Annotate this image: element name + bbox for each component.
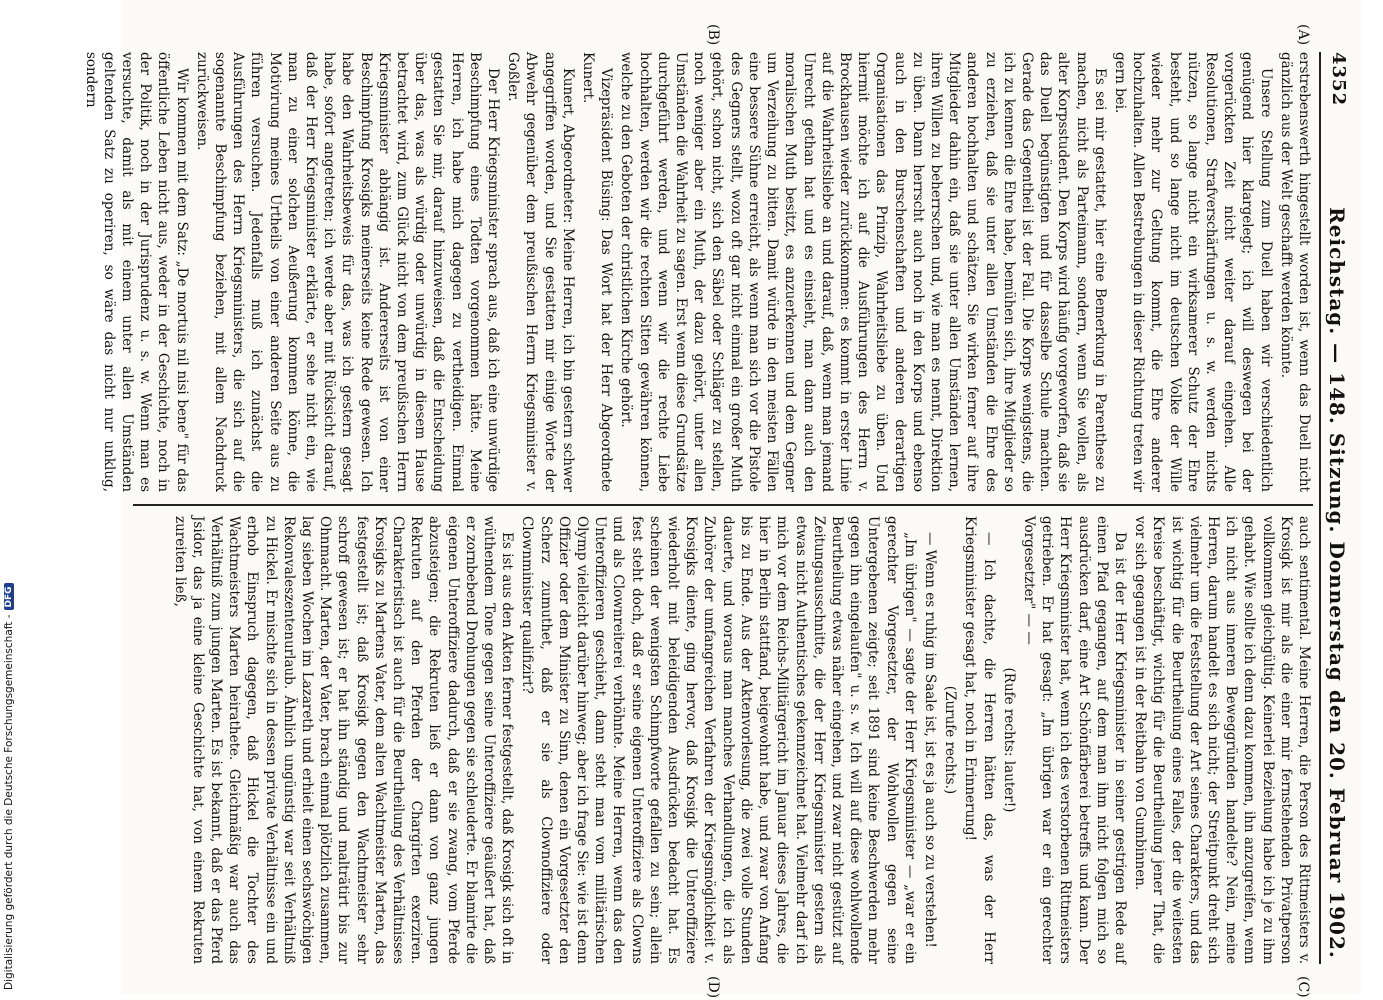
interjection: (Zurufe rechts.) xyxy=(942,685,959,795)
page-header xyxy=(1325,52,1351,964)
paragraph: — Wenn es ruhig im Saale ist, ist es ja auch so zu verstehen! xyxy=(921,532,938,948)
paragraph: — Ich dachte, die Herren hätten das, was der Herr Kriegsminister gesagt hat, noch in Erinnerung! xyxy=(962,516,997,964)
paragraph: Unsere Stellung zum Duell haben wir verschiedentlich genügend hier klargelegt; ich will deswegen bei der vorgerückten Zeit nicht weiter darauf eingehen. Alle Resolutionen, Strafverschärfungen u. s. w. werden nichts nützen, so lange nicht ein wirksamerer Schutz der Ehre besteht, und so lange nicht im deutschen Volke der Wille wieder mehr zur Geltung kommt, die Ehre anderer hochzuhalten. Allen Bestrebungen in dieser Richtung treten wir gern bei. xyxy=(1111,52,1274,492)
paragraph: Da ist der Herr Kriegsminister in seiner gestrigen Rede auf einen Pfad gegangen, auf dem man ihm nicht folgen mich so ausdrücken darf, eine Art Schönfärberei betreffs und kann. Der Herr Kriegsminister hat, wenn ich des verstorbenen Rittmeisters getrieben. Er hat gesagt: „Im übrigen war er ein gerechter Vorgesetzter" — — xyxy=(1020,516,1128,964)
margin-marker-c: (C) xyxy=(1295,976,1311,998)
left-column xyxy=(82,52,1313,492)
right-column xyxy=(131,516,1313,964)
paragraph: erstrebenswerth hingestellt worden ist, wenn das Duell nicht gänzlich aus der Welt geschafft werden könnte. xyxy=(1277,52,1312,492)
column-divider xyxy=(133,504,1313,506)
running-head: Reichstag. — 148. Sitzung. Donnerstag den 20. Februar 1902. xyxy=(1325,207,1349,959)
paragraph: Es sei mir gestattet, hier eine Bemerkung in Parenthese zu machen, nicht als Parteimann, sondern, wenn Sie wollen, als alter Korpsstudent. Den Korps wird häufig vorgeworfen, daß sie das Duell begünstigten und für dasselbe Schule machten. Gerade das Gegentheil ist der Fall. Die Korps wenigstens, die ich zu kennen die Ehre habe, bemühen sich, ihre Mitglieder so zu erziehen, daß sie unter allen Umständen die Ehre des anderen hochhalten und schätzen. Sie wirken ferner auf ihre Mitglieder dahin ein, daß sie unter allen Umständen lernen, ihren Willen zu beherrschen und, wie man es nennt, Direktion zu üben. Dann herrscht auch noch in den Korps und ebenso auch in den Burschenschaften und anderen derartigen Organisationen das Prinzip, Wahrheitsliebe zu üben. Und hiermit möchte ich auf die Ausführungen des Herrn v. Brockhausen wieder zurückkommen: es kommt in erster Linie auf die Wahrheitsliebe an und darauf, daß, wenn man jemand Unrecht gethan hat und es einsieht, man dann auch den moralischen Muth besitzt, es anzuerkennen und dem Gegner um Verzeihung zu bitten. Damit würde in den meisten Fällen eine bessere Sühne erreicht, als wenn man sich vor die Pistole des Gegners stellt, wozu oft gar nicht einmal ein großer Muth gehört, schon nicht, sich den Säbel oder Schläger zu stellen, noch weniger aber ein Muth, der dazu gehört, unter allen Umständen die Wahrheit zu sagen. Erst wenn diese Grundsätze durchgeführt werden, und wenn wir die rechte Liebe hochhalten, werden wir die rechten Sitten gewähren können, welche zu den Geboten der christlichen Kirche gehört. xyxy=(618,52,1108,492)
paragraph: Es ist aus den Akten ferner festgestellt, daß Krosigk sich oft in wüthendem Tone gegen seine Unteroffiziere geäußert hat, daß er zornbebend Drohungen gegen sie schleuderte. Er blamirte die eigenen Unteroffiziere dadurch, daß er sie zwang, vom Pferde abzusteigen; die Rekruten ließ er dann von ganz jungen Rekruten auf den Pferden der Chargirten exerziren. Charakteristisch ist auch für die Beurtheilung des Verhältnisses Krosigks zu Martens Vater, dem alten Wachtmeister Marten, das festgestellt ist; daß Krosigk gegen den Wachtmeister sehr schroff gewesen ist; er hat ihn ständig und malträtirt bis zur Ohnmacht. Marten, der Vater, brach einmal plötzlich zusammen, lag sieben Wochen im Lazareth und erhielt einen sechswöchigen Rekonvaleszentenurlaub. Ähnlich ungünstig war seit Verhältniß zu Hickel. Er mischte sich in dessen private Verhältnisse ein und erhob Einspruch dagegen, daß Hickel die Tochter des Wachtmeisters Marten heirathete. Gleichmäßig war auch das Verhältniß zum jungen Marten. Es ist bekannt, daß er das Pferd Jsidor, das ja eine kleine Geschichte hat, von einem Rekruten zureiten ließ, xyxy=(171,516,516,964)
paragraph: Der Herr Kriegsminister sprach aus, daß ich eine unwürdige Beschimpfung eines Todten vorgenommen hätte. Meine Herren, ich habe mich dagegen zu vertheidigen. Einmal gestatten Sie mir, darauf hinzuweisen, daß die Entscheidung über das, was als würdig oder unwürdig in diesem Hause betrachtet wird, zum Glück nicht von dem preußischen Herrn Kriegsminister abhängig ist. Andererseits ist von einer Beschimpfung Krosigks meinerseits keine Rede gewesen. Ich habe den Wahrheitsbeweis für das, was ich gestern gesagt habe, sofort angetreten; ich werde aber mit Rücksicht darauf, daß der Herr Kriegsminister erklärte, er sehe nicht ein, wie man zu einer solchen Aeußerung kommen könne, die Motivirung meines Urtheils von einer anderen Seite aus zu führen versuchen. Jedenfalls muß ich zunächst die Ausführungen des Herrn Kriegsministers, die sich auf die sogenannte Beschimpfung beziehen, mit allem Nachdruck zurückweisen. xyxy=(193,52,502,492)
paragraph: „Im übrigen" — sagte der Herr Kriegsminister — „war er ein gerechter Vorgesetzter, der Wohlwollen gegen seine Untergebenen zeigte; seit 1891 sind keine Beschwerden mehr gegen ihn eingelaufen" u. s. w. Ich will auf diese wohlwollende Beurtheilung etwas näher eingehen, und zwar nicht gestützt auf Zeitungsausschnitte, die der Herr Kriegsminister gestern als etwas nicht Authentisches gekennzeichnet hat. Vielmehr darf ich mich vor dem Reichs-Militärgericht im Januar dieses Jahres, die hier in Berlin stattfand, beigewohnt habe, und zwar von Anfang bis zu Ende. Aus der Aktenvorlesung, die zwei volle Stunden dauerte, und woraus man manches Verhandlungen, die ich als Zuhörer der umfangreichen Verfahren der Kriegsmöglichkeit v. Krosigks diente, ging hervor, daß Krosigk die Unteroffiziere wiederholt mit beleidigenden Ausdrücken bedacht hat. Es scheinen der wenigsten Schimpfworte gefallen zu sein; allein fest steht doch, daß er seine eigenen Unteroffiziere als Clowns und als Clownreiterei verhöhnte. Meine Herren, wenn das den Unteroffizieren geschieht, dann steht man vom militärischen Olymp vielleicht darüber hinweg; aber ich frage Sie: wie ist denn Offizier oder dem Minister zu Sinn, denen ein Vorgesetzter den Scherz zumuthet, daß er sie als Clownoffiziere oder Clownminister qualifizirt? xyxy=(519,516,918,964)
paragraph: Wir kommen mit dem Satz: „De mortuis nil nisi bene" für das öffentliche Leben nicht aus, weder in der Geschichte, noch in der Politik, noch in der Jurisprudenz u. s. w. Wenn man es versuchte, damit als mit einem unter allen Umständen geltenden Satz zu operiren, so wäre das nicht nur unklug, sondern xyxy=(82,52,190,492)
margin-marker-d: (D) xyxy=(705,976,721,999)
page-number: 4352 xyxy=(1328,52,1349,107)
digitisation-note-text: Digitalisierung gefördert durch die Deutsche Forschungsgemeinschaft -DFG xyxy=(3,583,15,990)
margin-marker-a: (A) xyxy=(1295,24,1311,46)
dfg-logo: DFG xyxy=(4,583,14,610)
paragraph: auch sentimental. Meine Herren, die Person des Rittmeisters v. Krosigk ist mir als die einer mir fernstehenden Privatperson vollkommen gleichgültig. Keinerlei Beziehung habe ich je zu ihm gehabt. Wie sollte ich denn dazu kommen, ihn anzugreifen, wenn ich nicht aus inneren Beweggründen handelte? Nein, meine Herren, darum handelt es sich nicht; der Streitpunkt dreht sich vielmehr um die Feststellung der Art seines Charakters, und das ist wichtig für die Beurtheilung eines Falles, der die weitesten Kreise beschäftigt, wichtig für die Beurtheilung jener That, die vor sich gegangen ist in der Reitbahn von Gumbinnen. xyxy=(1132,516,1312,964)
speaker-paragraph: Kunert, Abgeordneter: Meine Herren, ich bin gestern schwer angegriffen worden, und Sie gestatten mir einige Worte der Abwehr gegenüber dem preußischen Herrn Kriegsminister v. Goßler. xyxy=(505,52,576,492)
digitisation-note xyxy=(0,0,22,1000)
header-rule xyxy=(1319,52,1321,964)
interjection: (Rufe rechts: lauter!) xyxy=(1000,667,1017,813)
margin-marker-b: (B) xyxy=(705,24,721,46)
speaker-paragraph: Vizepräsident Büsing: Das Wort hat der Herr Abgeordnete Kunert. xyxy=(580,52,615,492)
scanned-page xyxy=(82,0,1361,999)
scan-viewport xyxy=(60,0,1383,1000)
